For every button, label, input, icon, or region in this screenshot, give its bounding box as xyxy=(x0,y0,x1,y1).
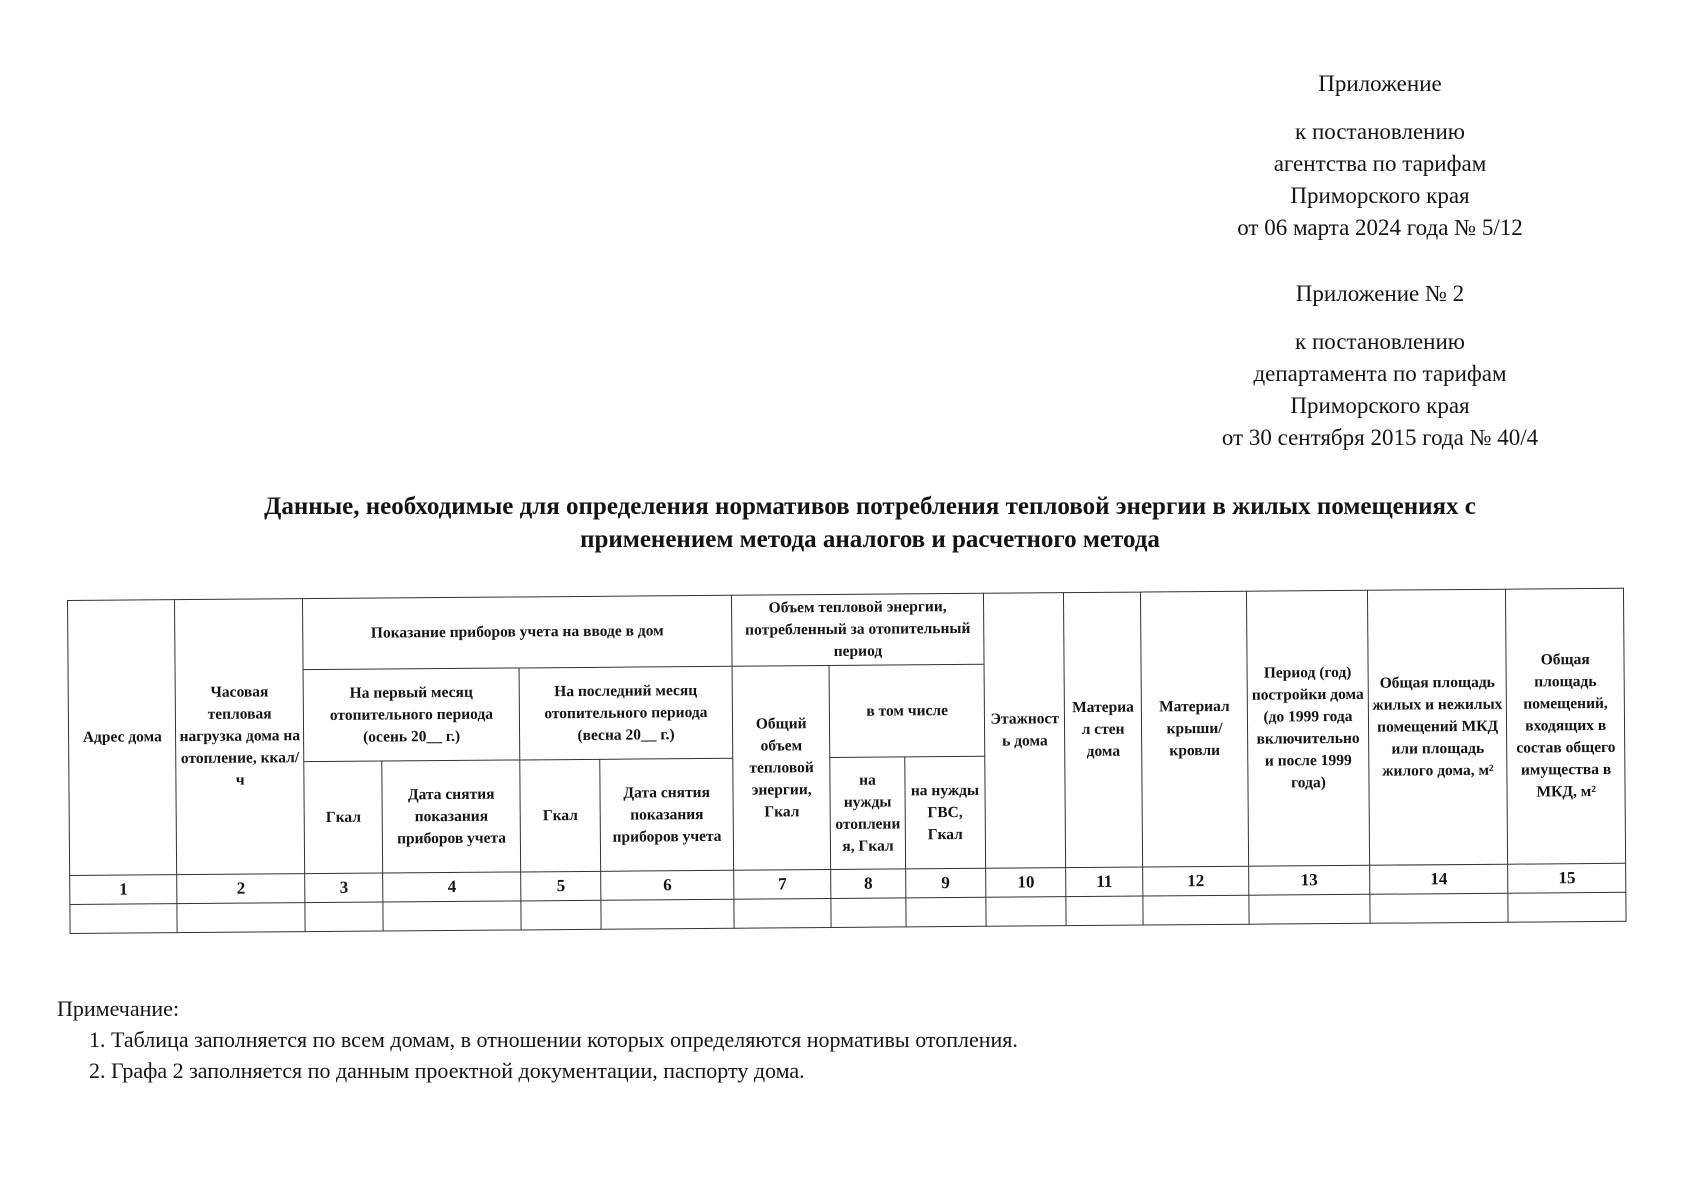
header-construction-period: Период (год) постройки дома (до 1999 года включительно и после 1999 года) xyxy=(1247,590,1370,866)
column-number: 4 xyxy=(383,872,521,902)
appendix-line: агентства по тарифам xyxy=(1273,151,1487,176)
header-hot-water-needs: на нужды ГВС, Гкал xyxy=(904,756,985,869)
appendix-title: Приложение xyxy=(1318,71,1442,96)
header-date-first: Дата снятия показания приборов учета xyxy=(382,760,520,873)
empty-cell xyxy=(906,897,987,927)
header-heating-needs: на нужды отопления, Гкал xyxy=(830,757,905,870)
empty-cell xyxy=(831,898,906,928)
empty-cell xyxy=(383,901,521,931)
column-number: 5 xyxy=(521,871,602,901)
empty-cell xyxy=(305,902,384,932)
header-including: в том числе xyxy=(829,664,984,757)
document-title xyxy=(150,490,1590,556)
column-number: 6 xyxy=(601,870,734,900)
header-meter-readings: Показание приборов учета на вводе в дом xyxy=(303,595,732,669)
appendix-line: Приморского края xyxy=(1290,183,1470,208)
header-hourly-load: Часовая тепловая нагрузка дома на отопление, ккал/ч xyxy=(175,599,305,875)
header-gcal-last: Гкал xyxy=(520,759,601,872)
empty-cell xyxy=(1249,894,1370,924)
empty-cell xyxy=(601,899,734,929)
appendix-line: к постановлению xyxy=(1295,329,1465,354)
notes-title: Примечание: xyxy=(57,996,180,1021)
column-number: 12 xyxy=(1142,866,1249,896)
column-number: 10 xyxy=(986,868,1067,898)
column-number: 11 xyxy=(1066,867,1143,897)
empty-cell xyxy=(734,899,832,929)
header-address: Адрес дома xyxy=(68,600,178,876)
appendix-original-block xyxy=(1120,278,1640,454)
column-number: 8 xyxy=(831,869,906,899)
column-number: 15 xyxy=(1508,863,1626,893)
header-roof-material: Материал крыши/кровли xyxy=(1140,591,1249,867)
notes-block xyxy=(57,993,1018,1086)
header-wall-material: Материал стен дома xyxy=(1064,592,1142,868)
header-last-month: На последний месяц отопительного периода (весна 20__ г.) xyxy=(519,666,733,760)
column-number: 7 xyxy=(734,870,832,900)
empty-cell xyxy=(1508,892,1626,922)
appendix-current-block xyxy=(1120,68,1640,244)
empty-cell xyxy=(986,897,1067,927)
header-total-volume: Общий объем тепловой энергии, Гкал xyxy=(732,666,831,871)
appendix-line: департамента по тарифам xyxy=(1253,361,1507,386)
column-number: 9 xyxy=(905,868,986,898)
note-item: 1. Таблица заполняется по всем домам, в отношении которых определяются нормативы отопления. xyxy=(89,1027,1018,1052)
appendix-date: от 30 сентября 2015 года № 40/4 xyxy=(1221,425,1539,450)
empty-cell xyxy=(1066,896,1143,926)
note-item: 2. Графа 2 заполняется по данным проектной документации, паспорту дома. xyxy=(89,1058,805,1083)
column-number: 2 xyxy=(177,874,305,904)
header-common-area: Общая площадь помещений, входящих в состав общего имущества в МКД, м² xyxy=(1506,588,1626,864)
column-number: 3 xyxy=(305,873,384,903)
empty-cell xyxy=(177,903,305,933)
header-total-area: Общая площадь жилых и нежилых помещений МКД или площадь жилого дома, м² xyxy=(1367,589,1508,865)
empty-cell xyxy=(1370,893,1509,923)
appendix-title: Приложение № 2 xyxy=(1295,281,1465,306)
document-title-line: применением метода аналогов и расчетного метода xyxy=(580,526,1160,553)
column-number: 1 xyxy=(70,875,178,905)
appendix-line: Приморского края xyxy=(1290,393,1470,418)
header-date-last: Дата снятия показания приборов учета xyxy=(600,758,734,871)
heat-data-table xyxy=(67,588,1627,934)
column-number: 14 xyxy=(1369,864,1508,894)
header-heat-volume: Объем тепловой энергии, потребленный за отопительный период xyxy=(731,593,984,666)
appendix-line: к постановлению xyxy=(1295,119,1465,144)
header-first-month: На первый месяц отопительного периода (осень 20__ г.) xyxy=(303,668,520,762)
header-gcal-first: Гкал xyxy=(304,761,383,874)
empty-cell xyxy=(521,900,602,930)
appendix-date: от 06 марта 2024 года № 5/12 xyxy=(1237,215,1523,240)
document-title-line: Данные, необходимые для определения нормативов потребления тепловой энергии в жилых помещениях с xyxy=(264,493,1476,520)
empty-cell xyxy=(70,904,178,934)
empty-cell xyxy=(1143,895,1250,925)
header-floors: Этажность дома xyxy=(984,593,1067,869)
column-number: 13 xyxy=(1249,865,1370,895)
